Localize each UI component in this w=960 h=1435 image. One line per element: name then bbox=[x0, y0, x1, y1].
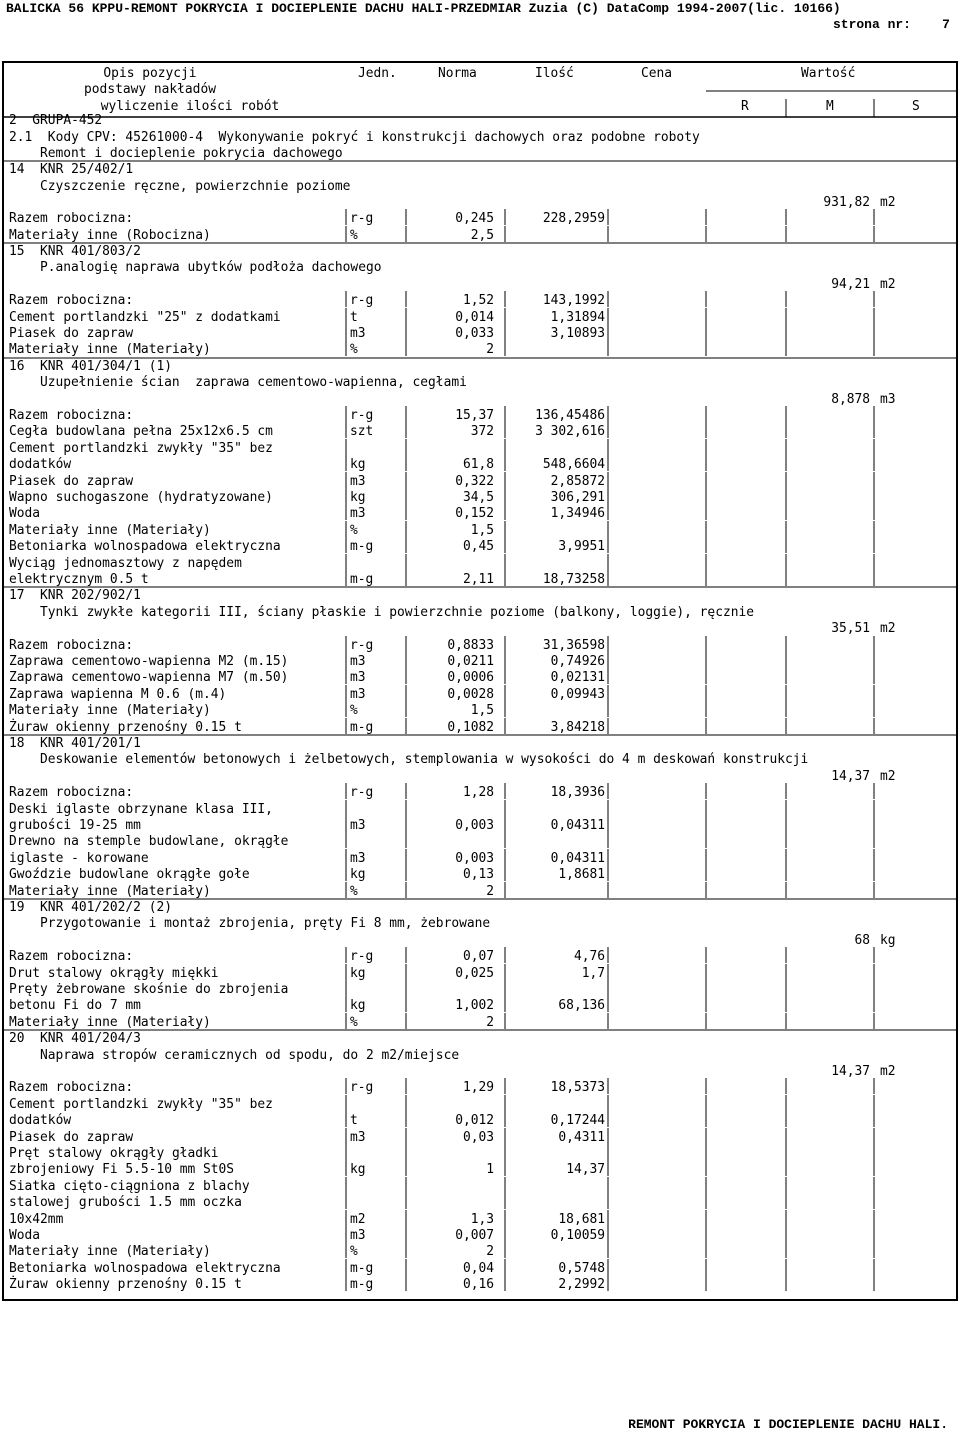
item-unit: m3 bbox=[350, 326, 366, 341]
item-ilosc: 0,02131 bbox=[550, 670, 605, 685]
item-description: stalowej grubości 1.5 mm oczka bbox=[9, 1195, 242, 1210]
item-unit: m-g bbox=[350, 1261, 374, 1276]
item-ilosc: 3 302,616 bbox=[535, 424, 605, 439]
position-title: 16 KNR 401/304/1 (1) bbox=[9, 359, 172, 374]
item-unit: m3 bbox=[350, 851, 366, 866]
item-description: zbrojeniowy Fi 5.5-10 mm St0S bbox=[9, 1162, 235, 1177]
item-description: Betoniarka wolnospadowa elektryczna bbox=[9, 539, 281, 554]
position-description: Przygotowanie i montaż zbrojenia, pręty Fi 8 mm, żebrowane bbox=[40, 916, 491, 931]
item-unit: kg bbox=[350, 457, 366, 472]
position-description: Czyszczenie ręczne, powierzchnie poziome bbox=[40, 179, 351, 194]
item-ilosc: 2,2992 bbox=[558, 1277, 605, 1292]
item-ilosc: 31,36598 bbox=[542, 638, 605, 653]
item-unit: m3 bbox=[350, 818, 366, 833]
item-unit: t bbox=[350, 310, 358, 325]
item-description: Piasek do zapraw bbox=[9, 474, 134, 489]
document-header-title: BALICKA 56 KPPU-REMONT POKRYCIA I DOCIEPLENIE DACHU HALI-PRZEDMIAR Zuzia (C) DataComp 1994-2007(lic. 10166) bbox=[6, 1, 841, 16]
item-description: Gwoździe budowlane okrągłe gołe bbox=[9, 867, 250, 882]
item-unit: r-g bbox=[350, 293, 374, 308]
item-norma: 2 bbox=[486, 342, 494, 357]
item-unit: m-g bbox=[350, 539, 374, 554]
item-norma: 1 bbox=[486, 1162, 494, 1177]
item-norma: 0,152 bbox=[455, 506, 494, 521]
item-unit: m-g bbox=[350, 720, 374, 735]
item-norma: 1,29 bbox=[462, 1080, 494, 1095]
item-norma: 2 bbox=[486, 1015, 494, 1030]
item-norma: 0,1082 bbox=[447, 720, 494, 735]
col-header-podstawy: podstawy nakładów bbox=[84, 82, 216, 97]
col-header-norma: Norma bbox=[438, 66, 477, 81]
position-quantity: 35,51 bbox=[831, 621, 870, 636]
item-description: Materiały inne (Materiały) bbox=[9, 884, 211, 899]
item-unit: m3 bbox=[350, 1130, 366, 1145]
item-description: Piasek do zapraw bbox=[9, 326, 134, 341]
item-unit: m3 bbox=[350, 474, 366, 489]
item-ilosc: 4,76 bbox=[573, 949, 605, 964]
col-header-r: R bbox=[741, 99, 749, 114]
position-description: Naprawa stropów ceramicznych od spodu, do 2 m2/miejsce bbox=[40, 1048, 460, 1063]
col-header-cena: Cena bbox=[641, 66, 673, 81]
item-unit: % bbox=[350, 228, 358, 243]
item-norma: 2 bbox=[486, 1244, 494, 1259]
item-norma: 1,52 bbox=[462, 293, 494, 308]
item-description: grubości 19-25 mm bbox=[9, 818, 141, 833]
item-norma: 0,025 bbox=[455, 966, 494, 981]
item-norma: 34,5 bbox=[462, 490, 494, 505]
position-description: Remont i docieplenie pokrycia dachowego bbox=[40, 146, 343, 161]
item-description: Woda bbox=[9, 1228, 41, 1243]
item-description: Materiały inne (Materiały) bbox=[9, 1015, 211, 1030]
item-norma: 2,11 bbox=[462, 572, 494, 587]
item-norma: 0,322 bbox=[455, 474, 494, 489]
item-unit: kg bbox=[350, 490, 366, 505]
item-description: Razem robocizna: bbox=[9, 211, 134, 226]
item-norma: 0,014 bbox=[455, 310, 494, 325]
item-description: Cegła budowlana pełna 25x12x6.5 cm bbox=[9, 424, 273, 439]
item-ilosc: 3,84218 bbox=[550, 720, 605, 735]
item-norma: 0,033 bbox=[455, 326, 494, 341]
item-unit: m3 bbox=[350, 670, 366, 685]
item-unit: szt bbox=[350, 424, 374, 439]
item-ilosc: 1,34946 bbox=[550, 506, 605, 521]
item-description: Drewno na stemple budowlane, okrągłe bbox=[9, 834, 289, 849]
position-description: Deskowanie elementów betonowych i żelbetowych, stemplowania w wysokości do 4 m deskowań konstrukcji bbox=[40, 752, 809, 767]
position-unit: m2 bbox=[880, 1064, 896, 1079]
item-norma: 372 bbox=[470, 424, 494, 439]
item-norma: 1,28 bbox=[462, 785, 494, 800]
item-ilosc: 0,09943 bbox=[550, 687, 605, 702]
item-description: Wapno suchogaszone (hydratyzowane) bbox=[9, 490, 273, 505]
item-ilosc: 548,6604 bbox=[542, 457, 605, 472]
item-unit: m2 bbox=[350, 1212, 366, 1227]
item-unit: m-g bbox=[350, 1277, 374, 1292]
item-unit: m3 bbox=[350, 654, 366, 669]
item-description: Razem robocizna: bbox=[9, 408, 134, 423]
item-ilosc: 0,4311 bbox=[558, 1130, 605, 1145]
item-ilosc: 3,9951 bbox=[558, 539, 605, 554]
item-unit: kg bbox=[350, 998, 366, 1013]
item-description: Razem robocizna: bbox=[9, 293, 134, 308]
item-norma: 0,003 bbox=[455, 851, 494, 866]
item-norma: 0,0006 bbox=[447, 670, 494, 685]
item-norma: 0,13 bbox=[462, 867, 494, 882]
position-unit: m2 bbox=[880, 769, 896, 784]
item-norma: 1,002 bbox=[455, 998, 494, 1013]
position-unit: m2 bbox=[880, 277, 896, 292]
position-title: 2 GRUPA-452 bbox=[9, 113, 103, 128]
item-description: Materiały inne (Robocizna) bbox=[9, 228, 211, 243]
item-unit: r-g bbox=[350, 1080, 374, 1095]
item-unit: % bbox=[350, 703, 358, 718]
item-description: Razem robocizna: bbox=[9, 638, 134, 653]
position-unit: kg bbox=[880, 933, 896, 948]
item-norma: 0,45 bbox=[462, 539, 494, 554]
item-description: Zaprawa cementowo-wapienna M7 (m.50) bbox=[9, 670, 289, 685]
col-header-ilosc: Ilość bbox=[535, 66, 574, 81]
position-title: 2.1 Kody CPV: 45261000-4 Wykonywanie pokryć i konstrukcji dachowych oraz podobne roboty bbox=[9, 130, 700, 145]
position-description: Tynki zwykłe kategorii III, ściany płaskie i powierzchnie poziome (balkony, loggie), ręcznie bbox=[40, 605, 754, 620]
item-description: Woda bbox=[9, 506, 41, 521]
item-norma: 1,5 bbox=[470, 523, 494, 538]
item-norma: 2,5 bbox=[470, 228, 494, 243]
item-description: Zaprawa cementowo-wapienna M2 (m.15) bbox=[9, 654, 289, 669]
item-norma: 15,37 bbox=[455, 408, 494, 423]
item-description: elektrycznym 0.5 t bbox=[9, 572, 149, 587]
col-header-wyliczenie: wyliczenie ilości robót bbox=[100, 99, 280, 114]
item-description: Żuraw okienny przenośny 0.15 t bbox=[9, 720, 242, 735]
item-unit: % bbox=[350, 342, 358, 357]
item-norma: 1,3 bbox=[470, 1212, 494, 1227]
item-ilosc: 18,73258 bbox=[542, 572, 605, 587]
item-unit: kg bbox=[350, 1162, 366, 1177]
item-ilosc: 306,291 bbox=[550, 490, 605, 505]
item-norma: 0,07 bbox=[462, 949, 494, 964]
item-unit: kg bbox=[350, 966, 366, 981]
item-description: Cement portlandzki zwykły "35" bez bbox=[9, 1097, 273, 1112]
item-description: Materiały inne (Materiały) bbox=[9, 703, 211, 718]
item-description: dodatków bbox=[9, 1113, 72, 1128]
item-norma: 0,012 bbox=[455, 1113, 494, 1128]
item-norma: 0,245 bbox=[455, 211, 494, 226]
item-ilosc: 18,681 bbox=[558, 1212, 605, 1227]
item-description: Razem robocizna: bbox=[9, 1080, 134, 1095]
item-norma: 0,007 bbox=[455, 1228, 494, 1243]
position-title: 15 KNR 401/803/2 bbox=[9, 244, 141, 259]
item-ilosc: 68,136 bbox=[558, 998, 605, 1013]
col-header-s: S bbox=[912, 99, 920, 114]
item-description: Cement portlandzki "25" z dodatkami bbox=[9, 310, 281, 325]
item-norma: 2 bbox=[486, 884, 494, 899]
position-unit: m2 bbox=[880, 621, 896, 636]
item-description: Cement portlandzki zwykły "35" bez bbox=[9, 441, 273, 456]
item-norma: 1,5 bbox=[470, 703, 494, 718]
position-title: 20 KNR 401/204/3 bbox=[9, 1031, 141, 1046]
position-unit: m3 bbox=[880, 392, 896, 407]
position-quantity: 8,878 bbox=[831, 392, 870, 407]
item-description: Materiały inne (Materiały) bbox=[9, 342, 211, 357]
item-ilosc: 0,10059 bbox=[550, 1228, 605, 1243]
item-unit: m3 bbox=[350, 1228, 366, 1243]
item-norma: 0,003 bbox=[455, 818, 494, 833]
item-unit: m-g bbox=[350, 572, 374, 587]
item-unit: % bbox=[350, 523, 358, 538]
item-description: Deski iglaste obrzynane klasa III, bbox=[9, 802, 273, 817]
item-norma: 0,16 bbox=[462, 1277, 494, 1292]
position-quantity: 68 bbox=[854, 933, 870, 948]
position-title: 17 KNR 202/902/1 bbox=[9, 588, 141, 603]
item-unit: % bbox=[350, 884, 358, 899]
item-norma: 0,0211 bbox=[447, 654, 494, 669]
item-norma: 0,0028 bbox=[447, 687, 494, 702]
item-description: iglaste - korowane bbox=[9, 851, 149, 866]
position-description: P.analogię naprawa ubytków podłoża dachowego bbox=[40, 260, 382, 275]
position-quantity: 14,37 bbox=[831, 1064, 870, 1079]
position-quantity: 14,37 bbox=[831, 769, 870, 784]
col-header-opis: Opis pozycji bbox=[103, 66, 197, 81]
item-description: Razem robocizna: bbox=[9, 949, 134, 964]
item-ilosc: 1,31894 bbox=[550, 310, 605, 325]
position-title: 19 KNR 401/202/2 (2) bbox=[9, 900, 172, 915]
item-ilosc: 18,3936 bbox=[550, 785, 605, 800]
item-unit: t bbox=[350, 1113, 358, 1128]
item-unit: r-g bbox=[350, 408, 374, 423]
item-ilosc: 3,10893 bbox=[550, 326, 605, 341]
position-unit: m2 bbox=[880, 195, 896, 210]
item-description: Materiały inne (Materiały) bbox=[9, 523, 211, 538]
item-description: Razem robocizna: bbox=[9, 785, 134, 800]
item-description: Materiały inne (Materiały) bbox=[9, 1244, 211, 1259]
item-norma: 0,8833 bbox=[447, 638, 494, 653]
item-description: Betoniarka wolnospadowa elektryczna bbox=[9, 1261, 281, 1276]
item-description: Pręty żebrowane skośnie do zbrojenia bbox=[9, 982, 289, 997]
position-description: Uzupełnienie ścian zaprawa cementowo-wapienna, cegłami bbox=[40, 375, 467, 390]
position-quantity: 931,82 bbox=[823, 195, 870, 210]
col-header-wartosc: Wartość bbox=[801, 66, 856, 81]
item-unit: r-g bbox=[350, 638, 374, 653]
item-description: dodatków bbox=[9, 457, 72, 472]
item-ilosc: 0,5748 bbox=[558, 1261, 605, 1276]
item-ilosc: 14,37 bbox=[566, 1162, 605, 1177]
item-ilosc: 2,85872 bbox=[550, 474, 605, 489]
item-unit: % bbox=[350, 1244, 358, 1259]
col-header-jedn: Jedn. bbox=[358, 66, 397, 81]
item-unit: r-g bbox=[350, 949, 374, 964]
item-ilosc: 0,04311 bbox=[550, 818, 605, 833]
item-ilosc: 1,8681 bbox=[558, 867, 605, 882]
item-unit: m3 bbox=[350, 687, 366, 702]
item-norma: 0,04 bbox=[462, 1261, 494, 1276]
position-title: 14 KNR 25/402/1 bbox=[9, 162, 134, 177]
item-ilosc: 0,17244 bbox=[550, 1113, 605, 1128]
item-description: betonu Fi do 7 mm bbox=[9, 998, 141, 1013]
item-unit: % bbox=[350, 1015, 358, 1030]
position-title: 18 KNR 401/201/1 bbox=[9, 736, 141, 751]
col-header-m: M bbox=[826, 99, 834, 114]
item-description: Pręt stalowy okrągły gładki bbox=[9, 1146, 219, 1161]
position-quantity: 94,21 bbox=[831, 277, 870, 292]
item-ilosc: 1,7 bbox=[581, 966, 605, 981]
item-ilosc: 0,74926 bbox=[550, 654, 605, 669]
item-description: Siatka cięto-ciągniona z blachy bbox=[9, 1179, 250, 1194]
item-description: Żuraw okienny przenośny 0.15 t bbox=[9, 1277, 242, 1292]
item-description: Wyciąg jednomasztowy z napędem bbox=[9, 556, 242, 571]
item-ilosc: 143,1992 bbox=[542, 293, 605, 308]
item-description: Piasek do zapraw bbox=[9, 1130, 134, 1145]
item-ilosc: 18,5373 bbox=[550, 1080, 605, 1095]
document-footer: REMONT POKRYCIA I DOCIEPLENIE DACHU HALI. bbox=[628, 1417, 948, 1432]
page-number: strona nr: 7 bbox=[832, 17, 950, 32]
item-unit: m3 bbox=[350, 506, 366, 521]
item-description: Zaprawa wapienna M 0.6 (m.4) bbox=[9, 687, 227, 702]
item-description: 10x42mm bbox=[9, 1212, 64, 1227]
item-unit: r-g bbox=[350, 211, 374, 226]
item-ilosc: 0,04311 bbox=[550, 851, 605, 866]
item-norma: 61,8 bbox=[462, 457, 494, 472]
item-ilosc: 136,45486 bbox=[535, 408, 605, 423]
item-unit: r-g bbox=[350, 785, 374, 800]
item-ilosc: 228,2959 bbox=[542, 211, 605, 226]
item-unit: kg bbox=[350, 867, 366, 882]
item-norma: 0,03 bbox=[462, 1130, 494, 1145]
item-description: Drut stalowy okrągły miękki bbox=[9, 966, 219, 981]
